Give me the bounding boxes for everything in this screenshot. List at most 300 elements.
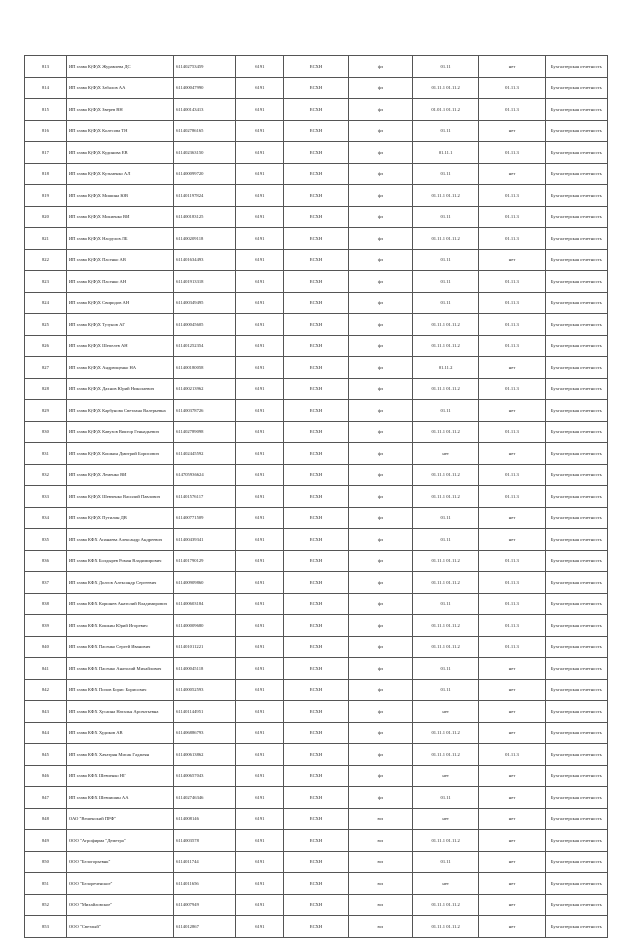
activity-codes-cell: 01.11.1 bbox=[412, 142, 478, 164]
extra-codes-cell: 01.11.3 bbox=[479, 142, 545, 164]
row-number-cell: 828 bbox=[25, 378, 67, 400]
activity-codes-cell: нет bbox=[412, 873, 478, 895]
reporting-type-cell: Бухгалтерская отчетность bbox=[545, 357, 607, 379]
reporting-type-cell: Бухгалтерская отчетность bbox=[545, 443, 607, 465]
code-cell: 6191 bbox=[236, 572, 284, 594]
inn-cell: 611400378726 bbox=[174, 400, 236, 422]
code-cell: 6191 bbox=[236, 529, 284, 551]
organization-name-cell: ИП глава КФХ Болдырев Роман Владимирович bbox=[66, 550, 173, 572]
entity-type-cell: фл bbox=[348, 421, 412, 443]
extra-codes-cell: нет bbox=[479, 787, 545, 809]
organization-name-cell: ИП глава КФХ Попов Борис Борисович bbox=[66, 679, 173, 701]
activity-codes-cell: 01.11.1 01.11.2 bbox=[412, 722, 478, 744]
inn-cell: 611401634493 bbox=[174, 249, 236, 271]
organization-name-cell: ИП глава КФХ Кошкин Юрий Игоревич bbox=[66, 615, 173, 637]
entity-type-cell: фл bbox=[348, 615, 412, 637]
activity-codes-cell: 01.11 bbox=[412, 56, 478, 78]
activity-codes-cell: 01.11 bbox=[412, 292, 478, 314]
extra-codes-cell: 01.11.3 bbox=[479, 228, 545, 250]
code-cell: 6191 bbox=[236, 658, 284, 680]
row-number-cell: 840 bbox=[25, 636, 67, 658]
code-cell: 6191 bbox=[236, 722, 284, 744]
inn-cell: 611400439341 bbox=[174, 529, 236, 551]
code-cell: 6191 bbox=[236, 228, 284, 250]
activity-codes-cell: 01.01.1 01.11.2 bbox=[412, 99, 478, 121]
organization-name-cell: ИП глава К(Ф)Х Шевченко Василий Павлович bbox=[66, 486, 173, 508]
inn-cell: 611400052593 bbox=[174, 679, 236, 701]
tax-regime-cell: ЕСХН bbox=[284, 378, 348, 400]
inn-cell: 6114012867 bbox=[174, 916, 236, 938]
activity-codes-cell: 01.11 bbox=[412, 206, 478, 228]
entity-type-cell: фл bbox=[348, 271, 412, 293]
entity-type-cell: фл bbox=[348, 142, 412, 164]
table-row bbox=[25, 873, 608, 895]
entity-type-cell: юл bbox=[348, 916, 412, 938]
table-row bbox=[25, 77, 608, 99]
activity-codes-cell: 01.11.1 01.11.2 bbox=[412, 228, 478, 250]
table-row bbox=[25, 163, 608, 185]
entity-type-cell: фл bbox=[348, 357, 412, 379]
tax-regime-cell: ЕСХН bbox=[284, 464, 348, 486]
code-cell: 6191 bbox=[236, 873, 284, 895]
extra-codes-cell: 01.11.3 bbox=[479, 335, 545, 357]
tax-regime-cell: ЕСХН bbox=[284, 593, 348, 615]
code-cell: 6191 bbox=[236, 701, 284, 723]
organization-name-cell: ИП глава К(Ф)Х Кудинова ЕВ bbox=[66, 142, 173, 164]
organization-name-cell: ИП глава К(Ф)Х Забалов АА bbox=[66, 77, 173, 99]
extra-codes-cell: нет bbox=[479, 916, 545, 938]
entity-type-cell: фл bbox=[348, 744, 412, 766]
code-cell: 6191 bbox=[236, 507, 284, 529]
code-cell: 6191 bbox=[236, 851, 284, 873]
entity-type-cell: фл bbox=[348, 314, 412, 336]
table-row bbox=[25, 120, 608, 142]
row-number-cell: 835 bbox=[25, 529, 67, 551]
organization-name-cell: ИП глава К(Ф)Х Леменко ВИ bbox=[66, 464, 173, 486]
entity-type-cell: фл bbox=[348, 722, 412, 744]
inn-cell: 6114003578 bbox=[174, 830, 236, 852]
table-row bbox=[25, 507, 608, 529]
tax-regime-cell: ЕСХН bbox=[284, 486, 348, 508]
organization-name-cell: ИП глава КФХ Хачатрян Мисак Гаджеян bbox=[66, 744, 173, 766]
registry-table bbox=[24, 55, 608, 938]
table-row bbox=[25, 658, 608, 680]
row-number-cell: 844 bbox=[25, 722, 67, 744]
reporting-type-cell: Бухгалтерская отчетность bbox=[545, 744, 607, 766]
organization-name-cell: ИП глава К(Ф)Х Журавлева ДС bbox=[66, 56, 173, 78]
code-cell: 6191 bbox=[236, 206, 284, 228]
activity-codes-cell: 01.11 bbox=[412, 400, 478, 422]
table-row bbox=[25, 679, 608, 701]
entity-type-cell: фл bbox=[348, 335, 412, 357]
code-cell: 6191 bbox=[236, 335, 284, 357]
inn-cell: 611406886793 bbox=[174, 722, 236, 744]
tax-regime-cell: ЕСХН bbox=[284, 56, 348, 78]
organization-name-cell: ООО "Белореченское" bbox=[66, 873, 173, 895]
activity-codes-cell: 01.11.1 01.11.2 bbox=[412, 421, 478, 443]
inn-cell: 611402786165 bbox=[174, 120, 236, 142]
tax-regime-cell: ЕСХН bbox=[284, 550, 348, 572]
organization-name-cell: ИП глава КФХ Хусаина Наталья Арсентьевна bbox=[66, 701, 173, 723]
inn-cell: 611400213962 bbox=[174, 378, 236, 400]
row-number-cell: 851 bbox=[25, 873, 67, 895]
inn-cell: 611401144951 bbox=[174, 701, 236, 723]
organization-name-cell: ИП глава К(Ф)Х Андрющенко НА bbox=[66, 357, 173, 379]
table-row bbox=[25, 744, 608, 766]
code-cell: 6191 bbox=[236, 378, 284, 400]
row-number-cell: 845 bbox=[25, 744, 67, 766]
reporting-type-cell: Бухгалтерская отчетность bbox=[545, 851, 607, 873]
reporting-type-cell: Бухгалтерская отчетность bbox=[545, 271, 607, 293]
table-row bbox=[25, 808, 608, 830]
row-number-cell: 847 bbox=[25, 787, 67, 809]
entity-type-cell: фл bbox=[348, 185, 412, 207]
reporting-type-cell: Бухгалтерская отчетность bbox=[545, 679, 607, 701]
table-row bbox=[25, 830, 608, 852]
extra-codes-cell: 01.11.3 bbox=[479, 292, 545, 314]
extra-codes-cell: 01.11.3 bbox=[479, 486, 545, 508]
entity-type-cell: фл bbox=[348, 56, 412, 78]
table-row bbox=[25, 421, 608, 443]
row-number-cell: 839 bbox=[25, 615, 67, 637]
organization-name-cell: ИП глава К(Ф)Х Пасенко АВ bbox=[66, 249, 173, 271]
table-row bbox=[25, 787, 608, 809]
extra-codes-cell: нет bbox=[479, 120, 545, 142]
code-cell: 6191 bbox=[236, 271, 284, 293]
reporting-type-cell: Бухгалтерская отчетность bbox=[545, 873, 607, 895]
tax-regime-cell: ЕСХН bbox=[284, 765, 348, 787]
activity-codes-cell: 01.11 bbox=[412, 593, 478, 615]
tax-regime-cell: ЕСХН bbox=[284, 163, 348, 185]
row-number-cell: 842 bbox=[25, 679, 67, 701]
extra-codes-cell: 01.11.3 bbox=[479, 206, 545, 228]
organization-name-cell: ИП глава К(Ф)Х Дахнов Юрий Николаевич bbox=[66, 378, 173, 400]
inn-cell: 611400047990 bbox=[174, 77, 236, 99]
extra-codes-cell: 01.11.3 bbox=[479, 636, 545, 658]
extra-codes-cell: нет bbox=[479, 443, 545, 465]
organization-name-cell: ИП глава КФХ Долгов Александр Сергеевич bbox=[66, 572, 173, 594]
table-row bbox=[25, 142, 608, 164]
reporting-type-cell: Бухгалтерская отчетность bbox=[545, 120, 607, 142]
table-row bbox=[25, 400, 608, 422]
activity-codes-cell: 01.11 bbox=[412, 529, 478, 551]
organization-name-cell: ИП глава К(Ф)Х Кузьменко АЛ bbox=[66, 163, 173, 185]
organization-name-cell: ОАО "Вешенский ПРФ" bbox=[66, 808, 173, 830]
extra-codes-cell: нет bbox=[479, 658, 545, 680]
extra-codes-cell: нет bbox=[479, 873, 545, 895]
reporting-type-cell: Бухгалтерская отчетность bbox=[545, 185, 607, 207]
reporting-type-cell: Бухгалтерская отчетность bbox=[545, 249, 607, 271]
entity-type-cell: фл bbox=[348, 593, 412, 615]
table-row bbox=[25, 99, 608, 121]
activity-codes-cell: 01.11.1 01.11.2 bbox=[412, 335, 478, 357]
reporting-type-cell: Бухгалтерская отчетность bbox=[545, 163, 607, 185]
extra-codes-cell: 01.11.3 bbox=[479, 185, 545, 207]
extra-codes-cell: нет bbox=[479, 765, 545, 787]
activity-codes-cell: 01.11 bbox=[412, 679, 478, 701]
row-number-cell: 821 bbox=[25, 228, 67, 250]
reporting-type-cell: Бухгалтерская отчетность bbox=[545, 615, 607, 637]
activity-codes-cell: 01.11.1 01.11.2 bbox=[412, 894, 478, 916]
table-row bbox=[25, 314, 608, 336]
row-number-cell: 817 bbox=[25, 142, 67, 164]
reporting-type-cell: Бухгалтерская отчетность bbox=[545, 378, 607, 400]
organization-name-cell: ИП глава К(Ф)Х Шепелев АН bbox=[66, 335, 173, 357]
inn-cell: 611400613862 bbox=[174, 744, 236, 766]
extra-codes-cell: нет bbox=[479, 357, 545, 379]
tax-regime-cell: ЕСХН bbox=[284, 787, 348, 809]
reporting-type-cell: Бухгалтерская отчетность bbox=[545, 400, 607, 422]
reporting-type-cell: Бухгалтерская отчетность bbox=[545, 206, 607, 228]
activity-codes-cell: 01.11 bbox=[412, 120, 478, 142]
row-number-cell: 852 bbox=[25, 894, 67, 916]
table-row bbox=[25, 701, 608, 723]
extra-codes-cell: нет bbox=[479, 529, 545, 551]
code-cell: 6191 bbox=[236, 292, 284, 314]
inn-cell: 6114008146 bbox=[174, 808, 236, 830]
code-cell: 6191 bbox=[236, 56, 284, 78]
code-cell: 6191 bbox=[236, 357, 284, 379]
entity-type-cell: юл bbox=[348, 851, 412, 873]
reporting-type-cell: Бухгалтерская отчетность bbox=[545, 142, 607, 164]
activity-codes-cell: 01.11 bbox=[412, 851, 478, 873]
registry-table-body bbox=[25, 56, 608, 938]
tax-regime-cell: ЕСХН bbox=[284, 271, 348, 293]
organization-name-cell: ИП глава К(Ф)Х Путилин ДВ bbox=[66, 507, 173, 529]
activity-codes-cell: 01.11.1 01.11.2 bbox=[412, 77, 478, 99]
table-row bbox=[25, 529, 608, 551]
row-number-cell: 820 bbox=[25, 206, 67, 228]
reporting-type-cell: Бухгалтерская отчетность bbox=[545, 529, 607, 551]
tax-regime-cell: ЕСХН bbox=[284, 873, 348, 895]
row-number-cell: 833 bbox=[25, 486, 67, 508]
reporting-type-cell: Бухгалтерская отчетность bbox=[545, 593, 607, 615]
organization-name-cell: ООО "Белогорьевнк" bbox=[66, 851, 173, 873]
entity-type-cell: фл bbox=[348, 228, 412, 250]
row-number-cell: 816 bbox=[25, 120, 67, 142]
organization-name-cell: ИП глава КФХ Пасенко Сергей Иванович bbox=[66, 636, 173, 658]
inn-cell: 611400603184 bbox=[174, 593, 236, 615]
code-cell: 6191 bbox=[236, 314, 284, 336]
table-row bbox=[25, 271, 608, 293]
row-number-cell: 837 bbox=[25, 572, 67, 594]
table-row bbox=[25, 550, 608, 572]
table-row bbox=[25, 206, 608, 228]
extra-codes-cell: нет bbox=[479, 249, 545, 271]
extra-codes-cell: 01.11.3 bbox=[479, 615, 545, 637]
inn-cell: 6114007949 bbox=[174, 894, 236, 916]
code-cell: 6191 bbox=[236, 615, 284, 637]
table-row bbox=[25, 722, 608, 744]
entity-type-cell: фл bbox=[348, 679, 412, 701]
organization-name-cell: ИП глава К(Ф)Х Карбунова Светлана Валерьевна bbox=[66, 400, 173, 422]
table-row bbox=[25, 56, 608, 78]
table-row bbox=[25, 464, 608, 486]
organization-name-cell: ИП глава КФХ Шевченко НГ bbox=[66, 765, 173, 787]
inn-cell: 611401913318 bbox=[174, 271, 236, 293]
organization-name-cell: ИП глава К(Ф)Х Колесова ТН bbox=[66, 120, 173, 142]
row-number-cell: 824 bbox=[25, 292, 67, 314]
activity-codes-cell: 01.11.1 01.11.2 bbox=[412, 916, 478, 938]
entity-type-cell: юл bbox=[348, 873, 412, 895]
table-row bbox=[25, 765, 608, 787]
table-row bbox=[25, 292, 608, 314]
tax-regime-cell: ЕСХН bbox=[284, 335, 348, 357]
inn-cell: 611401197824 bbox=[174, 185, 236, 207]
inn-cell: 611400099720 bbox=[174, 163, 236, 185]
entity-type-cell: юл bbox=[348, 830, 412, 852]
entity-type-cell: фл bbox=[348, 507, 412, 529]
tax-regime-cell: ЕСХН bbox=[284, 228, 348, 250]
extra-codes-cell: 01.11.3 bbox=[479, 378, 545, 400]
reporting-type-cell: Бухгалтерская отчетность bbox=[545, 658, 607, 680]
entity-type-cell: фл bbox=[348, 529, 412, 551]
entity-type-cell: фл bbox=[348, 443, 412, 465]
extra-codes-cell: 01.11.3 bbox=[479, 99, 545, 121]
extra-codes-cell: 01.11.3 bbox=[479, 314, 545, 336]
activity-codes-cell: 01.11.1 01.11.2 bbox=[412, 615, 478, 637]
inn-cell: 611401576117 bbox=[174, 486, 236, 508]
code-cell: 6191 bbox=[236, 120, 284, 142]
extra-codes-cell: нет bbox=[479, 163, 545, 185]
entity-type-cell: фл bbox=[348, 572, 412, 594]
entity-type-cell: юл bbox=[348, 808, 412, 830]
tax-regime-cell: ЕСХН bbox=[284, 99, 348, 121]
code-cell: 6191 bbox=[236, 163, 284, 185]
inn-cell: 611400009680 bbox=[174, 615, 236, 637]
organization-name-cell: ИП глава К(Ф)Х Мокиенко ВИ bbox=[66, 206, 173, 228]
organization-name-cell: ИП глава К(Ф)Х Свиридов АН bbox=[66, 292, 173, 314]
activity-codes-cell: 01.11.1 01.11.2 bbox=[412, 185, 478, 207]
inn-cell: 611400180058 bbox=[174, 357, 236, 379]
inn-cell: 6114011744 bbox=[174, 851, 236, 873]
tax-regime-cell: ЕСХН bbox=[284, 916, 348, 938]
code-cell: 6191 bbox=[236, 443, 284, 465]
activity-codes-cell: 01.11.1 01.11.2 bbox=[412, 314, 478, 336]
tax-regime-cell: ЕСХН bbox=[284, 120, 348, 142]
entity-type-cell: фл bbox=[348, 464, 412, 486]
extra-codes-cell: 01.11.3 bbox=[479, 550, 545, 572]
row-number-cell: 843 bbox=[25, 701, 67, 723]
reporting-type-cell: Бухгалтерская отчетность bbox=[545, 292, 607, 314]
extra-codes-cell: нет bbox=[479, 851, 545, 873]
row-number-cell: 834 bbox=[25, 507, 67, 529]
activity-codes-cell: нет bbox=[412, 765, 478, 787]
activity-codes-cell: 01.11.1 01.11.2 bbox=[412, 830, 478, 852]
tax-regime-cell: ЕСХН bbox=[284, 206, 348, 228]
reporting-type-cell: Бухгалтерская отчетность bbox=[545, 464, 607, 486]
tax-regime-cell: ЕСХН bbox=[284, 357, 348, 379]
extra-codes-cell: 01.11.3 bbox=[479, 593, 545, 615]
inn-cell: 611400909860 bbox=[174, 572, 236, 594]
reporting-type-cell: Бухгалтерская отчетность bbox=[545, 701, 607, 723]
tax-regime-cell: ЕСХН bbox=[284, 421, 348, 443]
tax-regime-cell: ЕСХН bbox=[284, 808, 348, 830]
activity-codes-cell: нет bbox=[412, 701, 478, 723]
activity-codes-cell: 01.11.2 bbox=[412, 357, 478, 379]
inn-cell: 611402789098 bbox=[174, 421, 236, 443]
entity-type-cell: фл bbox=[348, 249, 412, 271]
inn-cell: 611400045118 bbox=[174, 658, 236, 680]
tax-regime-cell: ЕСХН bbox=[284, 443, 348, 465]
row-number-cell: 846 bbox=[25, 765, 67, 787]
reporting-type-cell: Бухгалтерская отчетность bbox=[545, 77, 607, 99]
inn-cell: 611400045605 bbox=[174, 314, 236, 336]
entity-type-cell: фл bbox=[348, 99, 412, 121]
code-cell: 6191 bbox=[236, 744, 284, 766]
code-cell: 6191 bbox=[236, 830, 284, 852]
inn-cell: 6114011656 bbox=[174, 873, 236, 895]
tax-regime-cell: ЕСХН bbox=[284, 679, 348, 701]
code-cell: 6191 bbox=[236, 787, 284, 809]
code-cell: 6191 bbox=[236, 765, 284, 787]
table-row bbox=[25, 916, 608, 938]
row-number-cell: 850 bbox=[25, 851, 67, 873]
tax-regime-cell: ЕСХН bbox=[284, 615, 348, 637]
activity-codes-cell: 01.11.1 01.11.2 bbox=[412, 486, 478, 508]
row-number-cell: 813 bbox=[25, 56, 67, 78]
table-row bbox=[25, 851, 608, 873]
tax-regime-cell: ЕСХН bbox=[284, 636, 348, 658]
inn-cell: 611401011221 bbox=[174, 636, 236, 658]
entity-type-cell: фл bbox=[348, 701, 412, 723]
row-number-cell: 853 bbox=[25, 916, 67, 938]
inn-cell: 611402363150 bbox=[174, 142, 236, 164]
reporting-type-cell: Бухгалтерская отчетность bbox=[545, 722, 607, 744]
row-number-cell: 827 bbox=[25, 357, 67, 379]
extra-codes-cell: 01.11.3 bbox=[479, 421, 545, 443]
table-row bbox=[25, 249, 608, 271]
entity-type-cell: фл bbox=[348, 658, 412, 680]
activity-codes-cell: 01.11.1 01.11.2 bbox=[412, 744, 478, 766]
activity-codes-cell: 01.11.1 01.11.2 bbox=[412, 464, 478, 486]
reporting-type-cell: Бухгалтерская отчетность bbox=[545, 808, 607, 830]
extra-codes-cell: 01.11.3 bbox=[479, 77, 545, 99]
inn-cell: 611401790129 bbox=[174, 550, 236, 572]
entity-type-cell: фл bbox=[348, 378, 412, 400]
extra-codes-cell: нет bbox=[479, 808, 545, 830]
extra-codes-cell: 01.11.3 bbox=[479, 271, 545, 293]
tax-regime-cell: ЕСХН bbox=[284, 185, 348, 207]
entity-type-cell: фл bbox=[348, 163, 412, 185]
entity-type-cell: фл bbox=[348, 787, 412, 809]
table-row bbox=[25, 335, 608, 357]
row-number-cell: 832 bbox=[25, 464, 67, 486]
table-row bbox=[25, 572, 608, 594]
code-cell: 6191 bbox=[236, 249, 284, 271]
tax-regime-cell: ЕСХН bbox=[284, 142, 348, 164]
row-number-cell: 849 bbox=[25, 830, 67, 852]
tax-regime-cell: ЕСХН bbox=[284, 507, 348, 529]
code-cell: 6191 bbox=[236, 421, 284, 443]
table-row bbox=[25, 486, 608, 508]
tax-regime-cell: ЕСХН bbox=[284, 77, 348, 99]
code-cell: 6191 bbox=[236, 142, 284, 164]
reporting-type-cell: Бухгалтерская отчетность bbox=[545, 99, 607, 121]
organization-name-cell: ИП глава К(Ф)Х Пасенко АН bbox=[66, 271, 173, 293]
row-number-cell: 831 bbox=[25, 443, 67, 465]
inn-cell: 611401252354 bbox=[174, 335, 236, 357]
activity-codes-cell: 01.11 bbox=[412, 787, 478, 809]
inn-cell: 611400209118 bbox=[174, 228, 236, 250]
organization-name-cell: ООО "Михайловское" bbox=[66, 894, 173, 916]
code-cell: 6191 bbox=[236, 894, 284, 916]
organization-name-cell: ИП глава К(Ф)Х Насрулов ЛБ bbox=[66, 228, 173, 250]
code-cell: 6191 bbox=[236, 808, 284, 830]
code-cell: 6191 bbox=[236, 486, 284, 508]
entity-type-cell: фл bbox=[348, 120, 412, 142]
organization-name-cell: ИП глава К(Ф)Х Мишина ЮВ bbox=[66, 185, 173, 207]
